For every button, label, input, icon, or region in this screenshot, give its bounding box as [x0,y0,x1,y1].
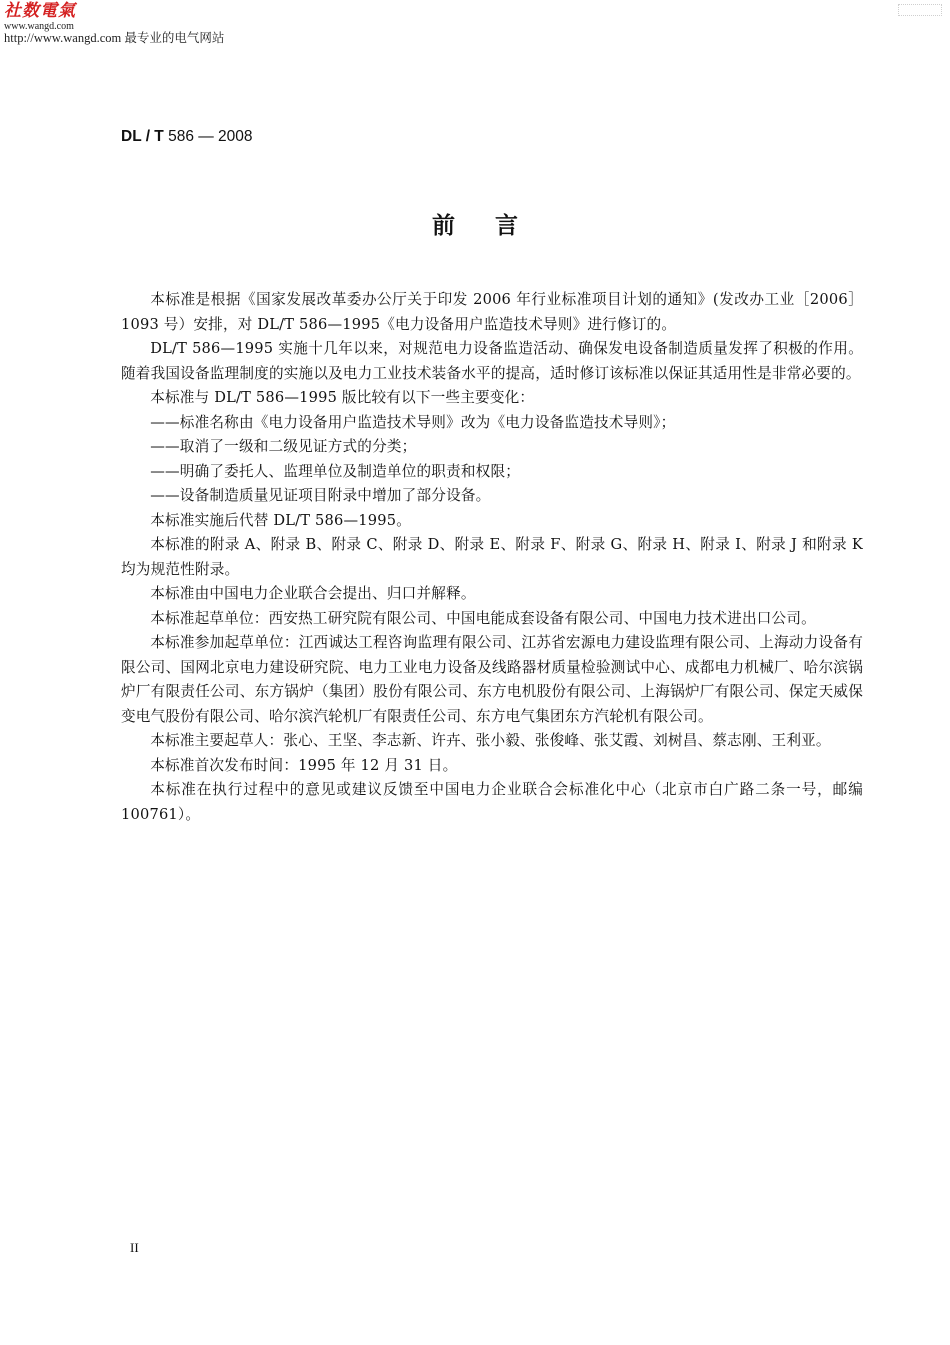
paragraph: 本标准主要起草人：张心、王坚、李志新、许卉、张小毅、张俊峰、张艾霞、刘树昌、蔡志刚、王利亚。 [150,732,831,749]
list-item: ——标准名称由《电力设备用户监造技术导则》改为《电力设备监造技术导则》； [150,413,676,431]
paragraph: 本标准参加起草单位：江西诚达工程咨询监理有限公司、江苏省宏源电力建设监理有限公司、上海动力设备有限公司、国网北京电力建设研究院、电力工业电力设备及线路器材质量检验测试中心、成都电力机械厂、哈尔滨锅炉厂有限责任公司、东方锅炉（集团）股份有限公司、东方电机股份有限公司、上海锅炉厂有限公司、保定天威保变电气股份有限公司、哈尔滨汽轮机厂有限责任公司、东方电气集团东方汽轮机有限公司。 [121,634,863,725]
paragraph: 本标准实施后代替 DL/T 586—1995。 [150,511,412,529]
paragraph: 本标准是根据《国家发展改革委办公厅关于印发 2006 年行业标准项目计划的通知》(发改办工业［2006］1093 号）安排，对 DL/T 586—1995《电力设备用户监造技术导则》进行修订的。 [121,291,863,333]
watermark-url-line: http://www.wangd.com 最专业的电气网站 [4,30,225,45]
watermark-url-small: www.wangd.com [4,20,74,32]
paragraph: 本标准起草单位：西安热工研究院有限公司、中国电能成套设备有限公司、中国电力技术进出口公司。 [150,609,816,627]
list-item: ——设备制造质量见证项目附录中增加了部分设备。 [150,487,491,504]
watermark [4,2,224,45]
document-code-number: 586 — 2008 [163,128,253,145]
document-code-prefix: DL / T [121,128,164,145]
paragraph: 本标准由中国电力企业联合会提出、归口并解释。 [150,585,476,602]
list-item: ——明确了委托人、监理单位及制造单位的职责和权限； [150,462,521,480]
paragraph: 本标准在执行过程中的意见或建议反馈至中国电力企业联合会标准化中心（北京市白广路二条一号，邮编 100761）。 [121,781,863,823]
page-title: 前言 [432,213,558,239]
list-item: ——取消了一级和二级见证方式的分类； [150,438,417,455]
paragraph: 本标准的附录 A、附录 B、附录 C、附录 D、附录 E、附录 F、附录 G、附录 H、附录 I、附录 J 和附录 K 均为规范性附录。 [121,536,863,578]
paragraph: 本标准与 DL/T 586—1995 版比较有以下一些主要变化： [150,389,535,406]
paragraph: 本标准首次发布时间：1995 年 12 月 31 日。 [150,756,458,774]
paragraph: DL/T 586—1995 实施十几年以来，对规范电力设备监造活动、确保发电设备制造质量发挥了积极的作用。随着我国设备监理制度的实施以及电力工业技术装备水平的提高，适时修订该标准以保证其适用性是非常必要的。 [121,340,863,382]
page-number: II [130,1240,139,1255]
watermark-logo: 社数電氣 [4,1,76,21]
foreword-body [121,288,863,827]
document-code [121,128,253,146]
corner-stamp-mark [898,4,942,16]
